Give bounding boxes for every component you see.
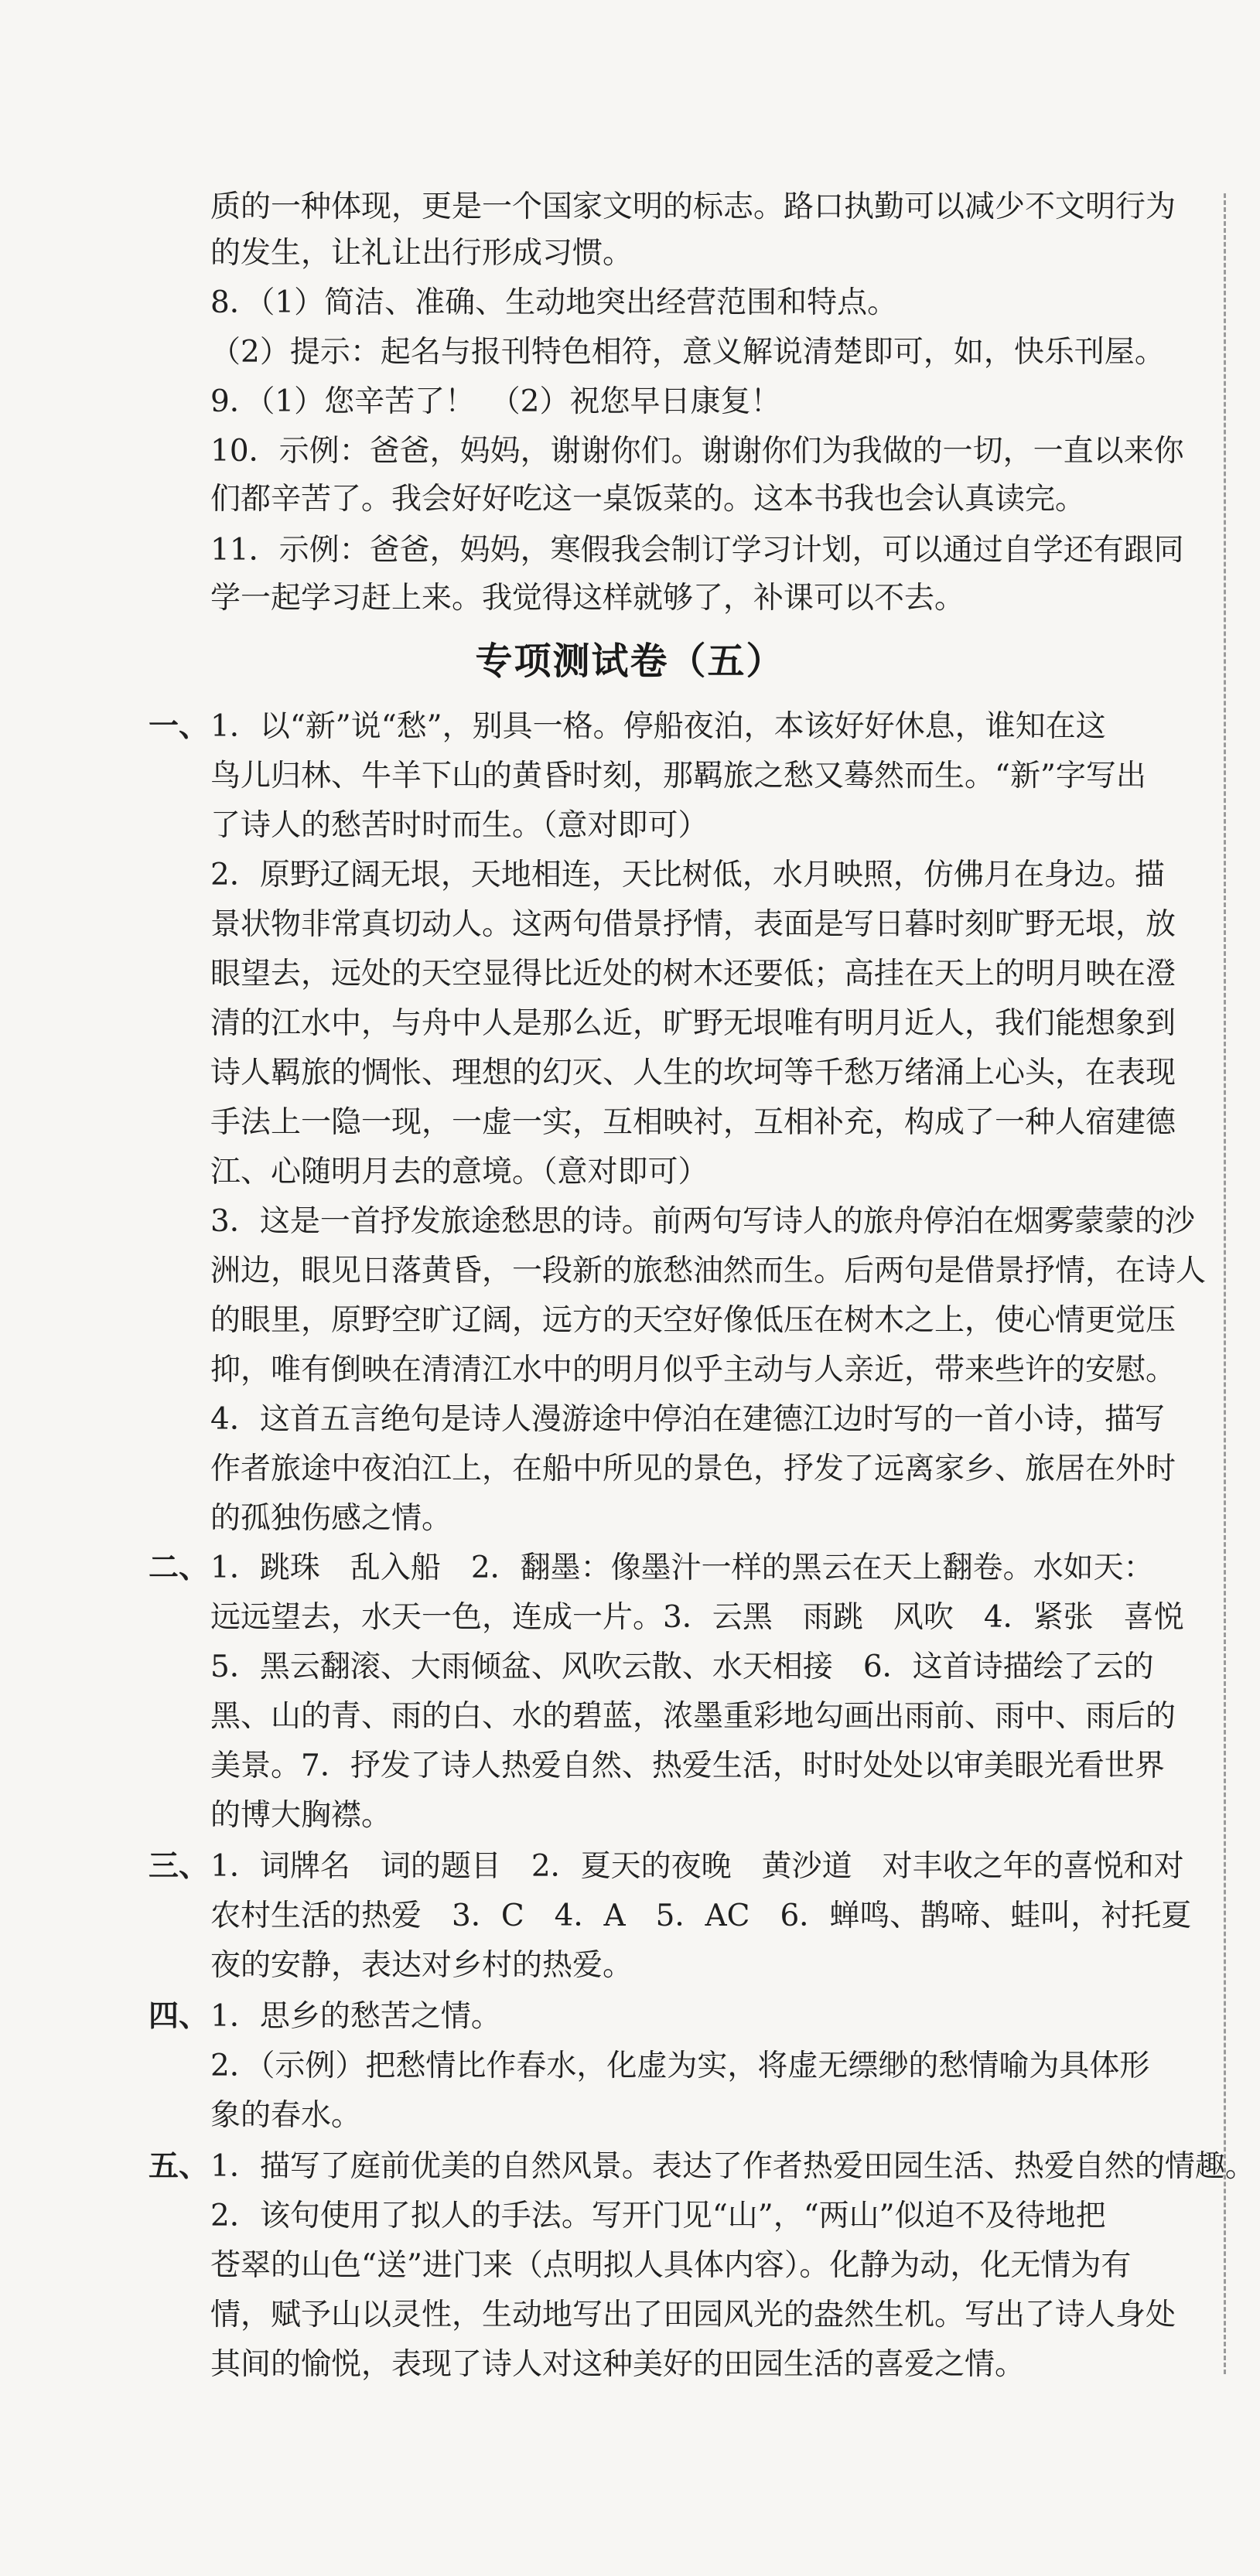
text-line: 1．思乡的愁苦之情。 [210, 1999, 501, 2034]
text-line: 其间的愉悦，表现了诗人对这种美好的田园生活的喜爱之情。 [210, 2347, 1026, 2382]
text-line: 手法上一隐一现，一虚一实，互相映衬，互相补充，构成了一种人宿建德 [210, 1105, 1176, 1140]
binding-dashed-line [1224, 193, 1226, 2374]
text-line: 美景。7．抒发了诗人热爱自然、热爱生活，时时处处以审美眼光看世界 [210, 1749, 1165, 1783]
text-line: 江、心随明月去的意境。（意对即可） [210, 1155, 709, 1189]
text-line: 9．（1）您辛苦了！ （2）祝您早日康复！ [210, 384, 781, 419]
text-line: 8．（1）简洁、准确、生动地突出经营范围和特点。 [210, 285, 898, 320]
section-two-marker: 二、 [149, 1551, 210, 1585]
text-line: 洲边，眼见日落黄昏，一段新的旅愁油然而生。后两句是借景抒情，在诗人 [210, 1254, 1207, 1288]
text-line: 质的一种体现，更是一个国家文明的标志。路口执勤可以减少不文明行为 [210, 189, 1176, 224]
section-three-marker: 三、 [149, 1849, 210, 1884]
text-line: 5．黑云翻滚、大雨倾盆、风吹云散、水天相接 6．这首诗描绘了云的 [210, 1650, 1154, 1684]
text-line: 10．示例：爸爸，妈妈，谢谢你们。谢谢你们为我做的一切，一直以来你 [210, 434, 1184, 469]
text-line: 眼望去，远处的天空显得比近处的树木还要低；高挂在天上的明月映在澄 [210, 957, 1176, 991]
text-line: 2．该句使用了拟人的手法。写开门见“山”，“两山”似迫不及待地把 [210, 2199, 1106, 2233]
text-line: 的眼里，原野空旷辽阔，远方的天空好像低压在树木之上，使心情更觉压 [210, 1303, 1176, 1338]
text-line: 象的春水。 [210, 2098, 362, 2133]
text-line: 4．这首五言绝句是诗人漫游途中停泊在建德江边时写的一首小诗，描写 [210, 1402, 1165, 1437]
text-line: 11．示例：爸爸，妈妈，寒假我会制订学习计划，可以通过自学还有跟同 [210, 533, 1184, 568]
text-line: 远远望去，水天一色，连成一片。3．云黑 雨跳 风吹 4．紧张 喜悦 [210, 1600, 1184, 1635]
text-line: 2．原野辽阔无垠，天地相连，天比树低，水月映照，仿佛月在身边。描 [210, 858, 1165, 892]
section-four-marker: 四、 [149, 1999, 210, 2034]
text-line: 的博大胸襟。 [210, 1798, 392, 1833]
text-line: 1．跳珠 乱入船 2．翻墨：像墨汁一样的黑云在天上翻卷。水如天： [210, 1551, 1154, 1585]
text-line: 2．（示例）把愁情比作春水，化虚为实，将虚无缥缈的愁情喻为具体形 [210, 2049, 1150, 2083]
text-line: 作者旅途中夜泊江上，在船中所见的景色，抒发了远离家乡、旅居在外时 [210, 1452, 1176, 1486]
text-line: 1．描写了庭前优美的自然风景。表达了作者热爱田园生活、热爱自然的情趣。 [210, 2149, 1255, 2184]
text-line: 1．词牌名 词的题目 2．夏天的夜晚 黄沙道 对丰收之年的喜悦和对 [210, 1849, 1184, 1884]
text-line: 清的江水中，与舟中人是那么近，旷野无垠唯有明月近人，我们能想象到 [210, 1006, 1176, 1041]
text-line: 黑、山的青、雨的白、水的碧蓝，浓墨重彩地勾画出雨前、雨中、雨后的 [210, 1699, 1176, 1734]
text-line: 苍翠的山色“送”进门来（点明拟人具体内容）。化静为动，化无情为有 [210, 2248, 1132, 2283]
text-line: 农村生活的热爱 3．C 4．A 5．AC 6．蝉鸣、鹊啼、蛙叫，衬托夏 [210, 1899, 1192, 1933]
section-one-marker: 一、 [149, 709, 210, 744]
text-line: 3．这是一首抒发旅途愁思的诗。前两句写诗人的旅舟停泊在烟雾蒙蒙的沙 [210, 1204, 1195, 1239]
text-line: 们都辛苦了。我会好好吃这一桌饭菜的。这本书我也会认真读完。 [210, 482, 1086, 517]
text-line: 情，赋予山以灵性，生动地写出了田园风光的盎然生机。写出了诗人身处 [210, 2298, 1176, 2332]
section-title: 专项测试卷（五） [475, 640, 785, 683]
text-line: 了诗人的愁苦时时而生。（意对即可） [210, 808, 709, 843]
text-line: 诗人羁旅的惆怅、理想的幻灭、人生的坎坷等千愁万绪涌上心头，在表现 [210, 1056, 1176, 1090]
text-line: 夜的安静，表达对乡村的热爱。 [210, 1948, 633, 1983]
text-line: 学一起学习赶上来。我觉得这样就够了，补课可以不去。 [210, 581, 965, 616]
section-five-marker: 五、 [149, 2149, 210, 2184]
text-line: （2）提示：起名与报刊特色相符，意义解说清楚即可，如，快乐刊屋。 [210, 335, 1165, 370]
text-line: 鸟儿归林、牛羊下山的黄昏时刻，那羁旅之愁又蓦然而生。“新”字写出 [210, 759, 1146, 793]
text-line: 的发生，让礼让出行形成习惯。 [210, 236, 633, 271]
text-line: 的孤独伤感之情。 [210, 1501, 452, 1536]
text-line: 景状物非常真切动人。这两句借景抒情，表面是写日暮时刻旷野无垠，放 [210, 907, 1176, 942]
text-line: 抑，唯有倒映在清清江水中的明月似乎主动与人亲近，带来些许的安慰。 [210, 1353, 1176, 1387]
text-line: 1．以“新”说“愁”，别具一格。停船夜泊，本该好好休息，谁知在这 [210, 709, 1106, 744]
